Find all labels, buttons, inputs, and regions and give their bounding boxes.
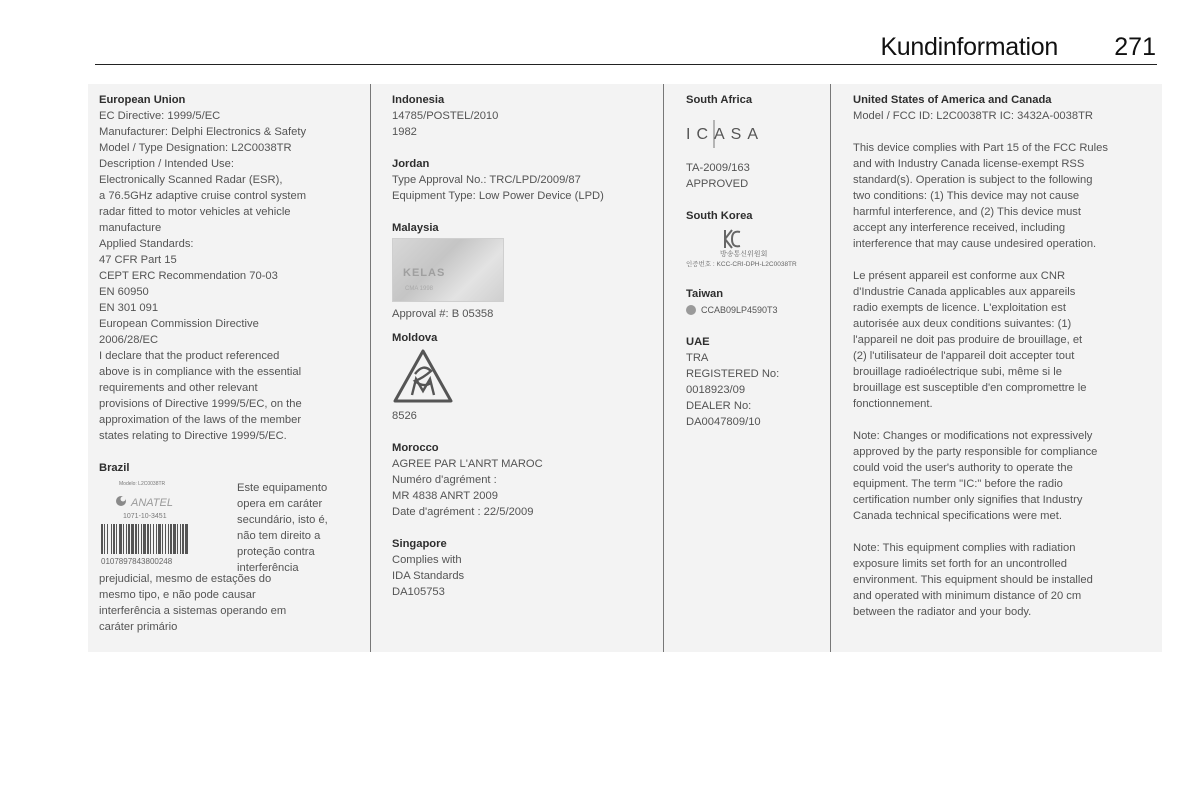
moldova-text [392,408,654,424]
text-line: two conditions: (1) This device may not cause [853,190,1080,202]
barcode-bar [141,524,142,554]
kelas-word: KELAS [403,267,446,279]
text-line: DEALER No: [686,400,752,412]
text-line: a 76.5GHz adaptive cruise control system [99,190,307,202]
jordan-heading: Jordan [392,158,430,170]
barcode-icon [101,524,188,554]
text-line: could void the user's authority to operate the [853,462,1073,474]
text-line: environment. This equipment should be installed [853,574,1093,586]
column-eu-brazil [99,92,361,635]
text-line: standard(s). Operation is subject to the following [853,174,1093,186]
anatel-model: Modelo: L2C0038TR [119,481,166,487]
text-line: opera em caráter [237,498,323,510]
text-line: 0018923/09 [686,384,746,396]
column-divider [370,84,371,652]
text-line: Numéro d'agrément : [392,474,497,486]
text-line: above is in compliance with the essential [99,366,302,378]
column-asia-africa [392,92,654,600]
icasa-logo-icon [686,114,768,154]
text-line: TA-2009/163 [686,162,750,174]
column-divider [663,84,664,652]
column-divider [830,84,831,652]
barcode-bar [113,524,115,554]
text-line: caráter primário [99,621,178,633]
icasa-logo-text: ICASA [686,126,765,143]
changes-note [853,428,1158,524]
text-line: EN 60950 [99,286,149,298]
moldova-heading: Moldova [392,332,438,344]
barcode-bar [177,524,178,554]
barcode-bar [185,524,188,554]
text-line: Approval #: B 05358 [392,308,494,320]
moldova-sm-mark-icon [392,348,454,406]
taiwan-heading: Taiwan [686,288,724,300]
anatel-logo-text: ANATEL [131,497,173,509]
text-line: certification number only signifies that Industry [853,494,1083,506]
morocco-heading: Morocco [392,442,439,454]
us-heading: United States of America and Canada [853,94,1052,106]
barcode-bar [158,524,161,554]
barcode-bar [168,524,169,554]
barcode-bar [165,524,166,554]
text-line: 14785/POSTEL/2010 [392,110,499,122]
text-line: DA105753 [392,586,445,598]
anatel-label [99,476,231,571]
text-line: EC Directive: 1999/5/EC [99,110,221,122]
text-line: MR 4838 ANRT 2009 [392,490,498,502]
singapore-heading: Singapore [392,538,447,550]
ncc-mark-icon [686,305,696,315]
text-line: interferência a sistemas operando em [99,605,287,617]
barcode-bar [153,524,154,554]
barcode-bar [182,524,184,554]
south-korea-heading: South Korea [686,210,753,222]
text-line: CEPT ERC Recommendation 70-03 [99,270,278,282]
text-line: accept any interference received, including [853,222,1066,234]
text-line: approved by the party responsible for compliance [853,446,1098,458]
barcode-bar [104,524,105,554]
barcode-bar [173,524,176,554]
barcode-bar [162,524,163,554]
text-line: Electronically Scanned Radar (ESR), [99,174,283,186]
text-line: 47 CFR Part 15 [99,254,177,266]
uae-heading: UAE [686,336,710,348]
us-model: Model / FCC ID: L2C0038TR IC: 3432A-0038TR [853,110,1094,122]
text-line: l'appareil ne doit pas produire de brouillage, et [853,334,1083,346]
barcode-bar [101,524,103,554]
text-line: REGISTERED No: [686,368,780,380]
text-line: TRA [686,352,709,364]
fcc-paragraph [853,140,1158,252]
text-line: approximation of the laws of the member [99,414,302,426]
brazil-side-text [237,480,349,576]
barcode-bar [156,524,157,554]
column-usa-canada [853,92,1158,620]
text-line: d'Industrie Canada applicables aux appareils [853,286,1076,298]
text-line: manufacture [99,222,162,234]
korea-cert-number: 인증번호 : KCC-CRI-DPH-L2C0038TR [686,261,797,268]
text-line: Este equipamento [237,482,328,494]
barcode-bar [143,524,146,554]
barcode-bar [135,524,137,554]
text-line: 1982 [392,126,417,138]
text-line: APPROVED [686,178,749,190]
uae-text [686,350,826,430]
korea-agency-text: 방송통신위원회 [720,251,768,258]
text-line: Note: This equipment complies with radiation [853,542,1076,554]
eu-text [99,108,361,444]
text-line: 8526 [392,410,417,422]
text-line: 2006/28/EC [99,334,159,346]
text-line: brouillage radioélectrique subi, même si le [853,366,1062,378]
south-africa-heading: South Africa [686,94,753,106]
text-line: states relating to Directive 1999/5/EC. [99,430,287,442]
text-line: prejudicial, mesmo de estações do [99,573,272,585]
barcode-bar [123,524,124,554]
text-line: EN 301 091 [99,302,159,314]
indonesia-text [392,108,654,140]
malaysia-text [392,306,654,322]
text-line: provisions of Directive 1999/5/EC, on the [99,398,302,410]
page-number: 271 [1114,33,1156,61]
text-line: mesmo tipo, e não pode causar [99,589,256,601]
text-line: interferência [237,562,299,574]
text-line: secundário, isto é, [237,514,328,526]
text-line: harmful interference, and (2) This device must [853,206,1081,218]
text-line: IDA Standards [392,570,465,582]
header-divider [95,64,1157,65]
text-line: requirements and other relevant [99,382,258,394]
text-line: interference that may cause undesired operation. [853,238,1097,250]
kelas-sub: CMA 1998 [405,286,434,292]
text-line: DA0047809/10 [686,416,761,428]
text-line: fonctionnement. [853,398,933,410]
text-line: brouillage est susceptible d'en compromettre le [853,382,1087,394]
taiwan-code: CCAB09LP4590T3 [701,305,778,315]
barcode-bar [107,524,108,554]
kc-mark-icon [722,228,742,250]
jordan-text [392,172,654,204]
text-line: radio exempts de licence. L'exploitation est [853,302,1066,314]
text-line: and operated with minimum distance of 20 cm [853,590,1082,602]
column-regional [686,92,826,430]
page-title: Kundinformation [880,33,1058,61]
barcode-number: 0107897843800248 [101,557,173,566]
text-line: (2) l'utilisateur de l'appareil doit accepter tout [853,350,1075,362]
ic-french-paragraph [853,268,1158,412]
barcode-bar [116,524,117,554]
barcode-bar [180,524,181,554]
text-line: Complies with [392,554,462,566]
text-line: European Commission Directive [99,318,259,330]
barcode-bar [119,524,122,554]
brazil-text [99,571,361,635]
barcode-bar [170,524,172,554]
barcode-bar [138,524,139,554]
south-africa-text [686,160,826,192]
barcode-bar [126,524,127,554]
kelas-logo [392,238,504,302]
text-line: Model / Type Designation: L2C0038TR [99,142,292,154]
text-line: proteção contra [237,546,315,558]
text-line: Note: Changes or modifications not expressively [853,430,1093,442]
text-line: Description / Intended Use: [99,158,234,170]
text-line: Equipment Type: Low Power Device (LPD) [392,190,604,202]
text-line: radar fitted to motor vehicles at vehicle [99,206,291,218]
radiation-note [853,540,1158,620]
text-line: between the radiator and your body. [853,606,1032,618]
text-line: exposure limits set forth for an uncontrolled [853,558,1067,570]
text-line: Manufacturer: Delphi Electronics & Safety [99,126,307,138]
text-line: I declare that the product referenced [99,350,280,362]
singapore-text [392,552,654,600]
text-line: Type Approval No.: TRC/LPD/2009/87 [392,174,581,186]
eu-heading: European Union [99,94,186,106]
anatel-code: 1071-10-3451 [123,513,167,520]
text-line: autorisée aux deux conditions suivantes: (1) [853,318,1072,330]
text-line: Le présent appareil est conforme aux CNR [853,270,1066,282]
indonesia-heading: Indonesia [392,94,445,106]
barcode-bar [111,524,112,554]
text-line: Canada technical specifications were met. [853,510,1062,522]
barcode-bar [150,524,151,554]
barcode-bar [147,524,149,554]
text-line: Applied Standards: [99,238,194,250]
morocco-text [392,456,654,520]
text-line: and with Industry Canada license-exempt RSS [853,158,1085,170]
text-line: não tem direito a [237,530,321,542]
barcode-bar [131,524,134,554]
text-line: AGREE PAR L'ANRT MAROC [392,458,543,470]
barcode-bar [128,524,130,554]
text-line: This device complies with Part 15 of the FCC Rules [853,142,1108,154]
text-line: equipment. The term "IC:" before the radio [853,478,1063,490]
text-line: Date d'agrément : 22/5/2009 [392,506,534,518]
malaysia-heading: Malaysia [392,222,439,234]
brazil-heading: Brazil [99,462,130,474]
